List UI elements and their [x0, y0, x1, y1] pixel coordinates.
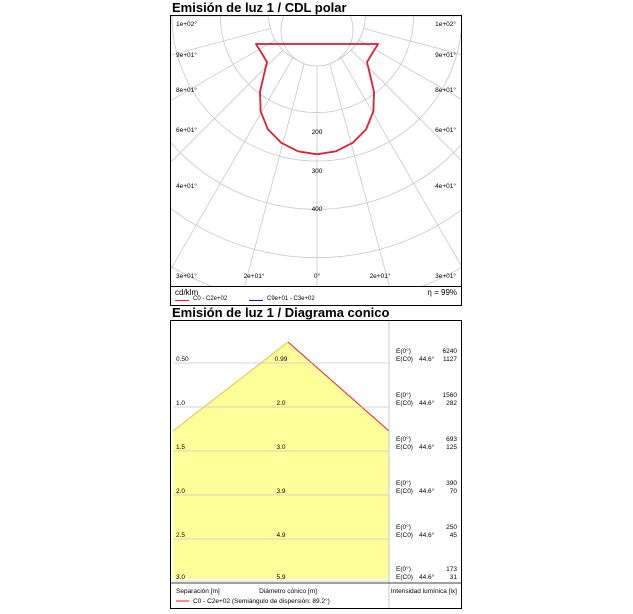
cone-ec0-value: 45 — [449, 532, 457, 539]
legend-swatch-c90 — [249, 300, 263, 301]
cone-diameter-value: 2.0 — [276, 400, 286, 407]
cone-ec0-value: 282 — [446, 400, 457, 407]
polar-angle-label-left: 2e+01° — [243, 273, 265, 280]
polar-chart-panel — [170, 15, 462, 301]
polar-legend-area — [170, 286, 462, 306]
cone-xlabel-mid: Diámetro cónico [m] — [259, 588, 317, 595]
cone-separation-value: 1.5 — [176, 444, 186, 451]
polar-grid-spoke — [171, 40, 275, 205]
legend-swatch-c0 — [175, 300, 189, 301]
cone-xlabel-left: Separación [m] — [176, 588, 220, 595]
cone-diameter-value: 3.0 — [276, 444, 286, 451]
polar-angle-label-right: 1e+02° — [435, 21, 456, 28]
polar-angle-label-right: 2e+01° — [369, 273, 391, 280]
polar-angle-label-bottom: 0° — [313, 273, 321, 280]
cone-e0-value: 6240 — [442, 348, 457, 355]
polar-grid-spoke — [171, 50, 283, 283]
polar-angle-label-left: 3e+01° — [176, 273, 197, 280]
polar-chart-svg — [171, 16, 461, 286]
cone-separation-value: 2.5 — [176, 532, 186, 539]
cone-angle-value: 44.6° — [419, 356, 435, 363]
efficiency-label: η = 99% — [427, 288, 457, 297]
cone-e0-label: E(0°) — [396, 566, 411, 573]
cone-chart-title: Emisión de luz 1 / Diagrama conico — [172, 305, 390, 320]
polar-angle-label-right: 9e+01° — [435, 52, 456, 59]
polar-angle-label-left: 8e+01° — [176, 87, 197, 94]
polar-radial-tick: 400 — [311, 206, 323, 213]
legend-label-c90: C9e+01 - C3e+02 — [267, 296, 315, 302]
cone-footnote: C0 - C2e+02 (Semiángulo de dispersión: 89.2°) — [193, 598, 330, 605]
cone-ec0-label: E(C0) — [396, 574, 413, 581]
legend-label-c0: C0 - C2e+02 — [193, 296, 228, 302]
cone-angle-value: 44.6° — [419, 488, 435, 495]
cone-separation-value: 3.0 — [176, 574, 186, 581]
cone-e0-label: E(0°) — [396, 480, 411, 487]
polar-angle-label-right: 3e+01° — [435, 273, 456, 280]
cone-separation-value: 2.0 — [176, 488, 186, 495]
cone-diameter-value: 3.9 — [276, 488, 286, 495]
cone-ec0-label: E(C0) — [396, 532, 413, 539]
cone-ec0-value: 125 — [446, 444, 457, 451]
cone-e0-label: E(0°) — [396, 436, 411, 443]
cone-e0-value: 693 — [446, 436, 457, 443]
cone-xlabel-right: Intensidad lumínica [lx] — [390, 588, 457, 595]
cone-chart-svg — [171, 321, 461, 608]
cone-angle-value: 44.6° — [419, 400, 435, 407]
polar-radial-tick: 300 — [311, 168, 323, 175]
cone-e0-value: 250 — [446, 524, 457, 531]
cone-ec0-value: 31 — [449, 574, 457, 581]
cone-diameter-value: 0.99 — [274, 356, 288, 363]
cone-diameter-value: 5.9 — [276, 574, 286, 581]
polar-angle-label-left: 4e+01° — [176, 183, 197, 190]
cone-ec0-label: E(C0) — [396, 356, 413, 363]
polar-angle-label-right: 4e+01° — [435, 183, 456, 190]
cone-ec0-label: E(C0) — [396, 444, 413, 451]
cone-e0-label: E(0°) — [396, 392, 411, 399]
polar-angle-label-left: 1e+02° — [176, 21, 197, 28]
cone-ec0-label: E(C0) — [396, 488, 413, 495]
cone-ec0-label: E(C0) — [396, 400, 413, 407]
polar-angle-label-right: 8e+01° — [435, 87, 456, 94]
cone-separation-value: 0.50 — [176, 356, 189, 363]
cone-e0-value: 390 — [446, 480, 457, 487]
cone-separation-value: 1.0 — [176, 400, 186, 407]
cone-ec0-value: 70 — [449, 488, 457, 495]
unit-label: cd/klm — [175, 288, 199, 297]
cone-chart-panel — [170, 320, 462, 609]
cone-angle-value: 44.6° — [419, 444, 435, 451]
cone-ec0-value: 1127 — [443, 356, 457, 363]
cone-angle-value: 44.6° — [419, 532, 435, 539]
cone-fill — [173, 342, 389, 579]
polar-center-circle — [281, 16, 353, 66]
cone-diameter-value: 4.9 — [276, 532, 286, 539]
polar-grid-spoke — [171, 28, 271, 113]
cone-e0-label: E(0°) — [396, 348, 411, 355]
cone-e0-value: 1560 — [442, 392, 457, 399]
polar-chart-title: Emisión de luz 1 / CDL polar — [172, 0, 347, 15]
polar-grid-spoke — [359, 40, 461, 205]
polar-angle-label-left: 9e+01° — [176, 52, 197, 59]
polar-radial-tick: 200 — [311, 129, 323, 136]
cone-angle-value: 44.6° — [419, 574, 435, 581]
polar-angle-label-left: 6e+01° — [176, 127, 197, 134]
cone-e0-label: E(0°) — [396, 524, 411, 531]
polar-angle-label-right: 6e+01° — [435, 127, 456, 134]
cone-e0-value: 173 — [446, 566, 457, 573]
